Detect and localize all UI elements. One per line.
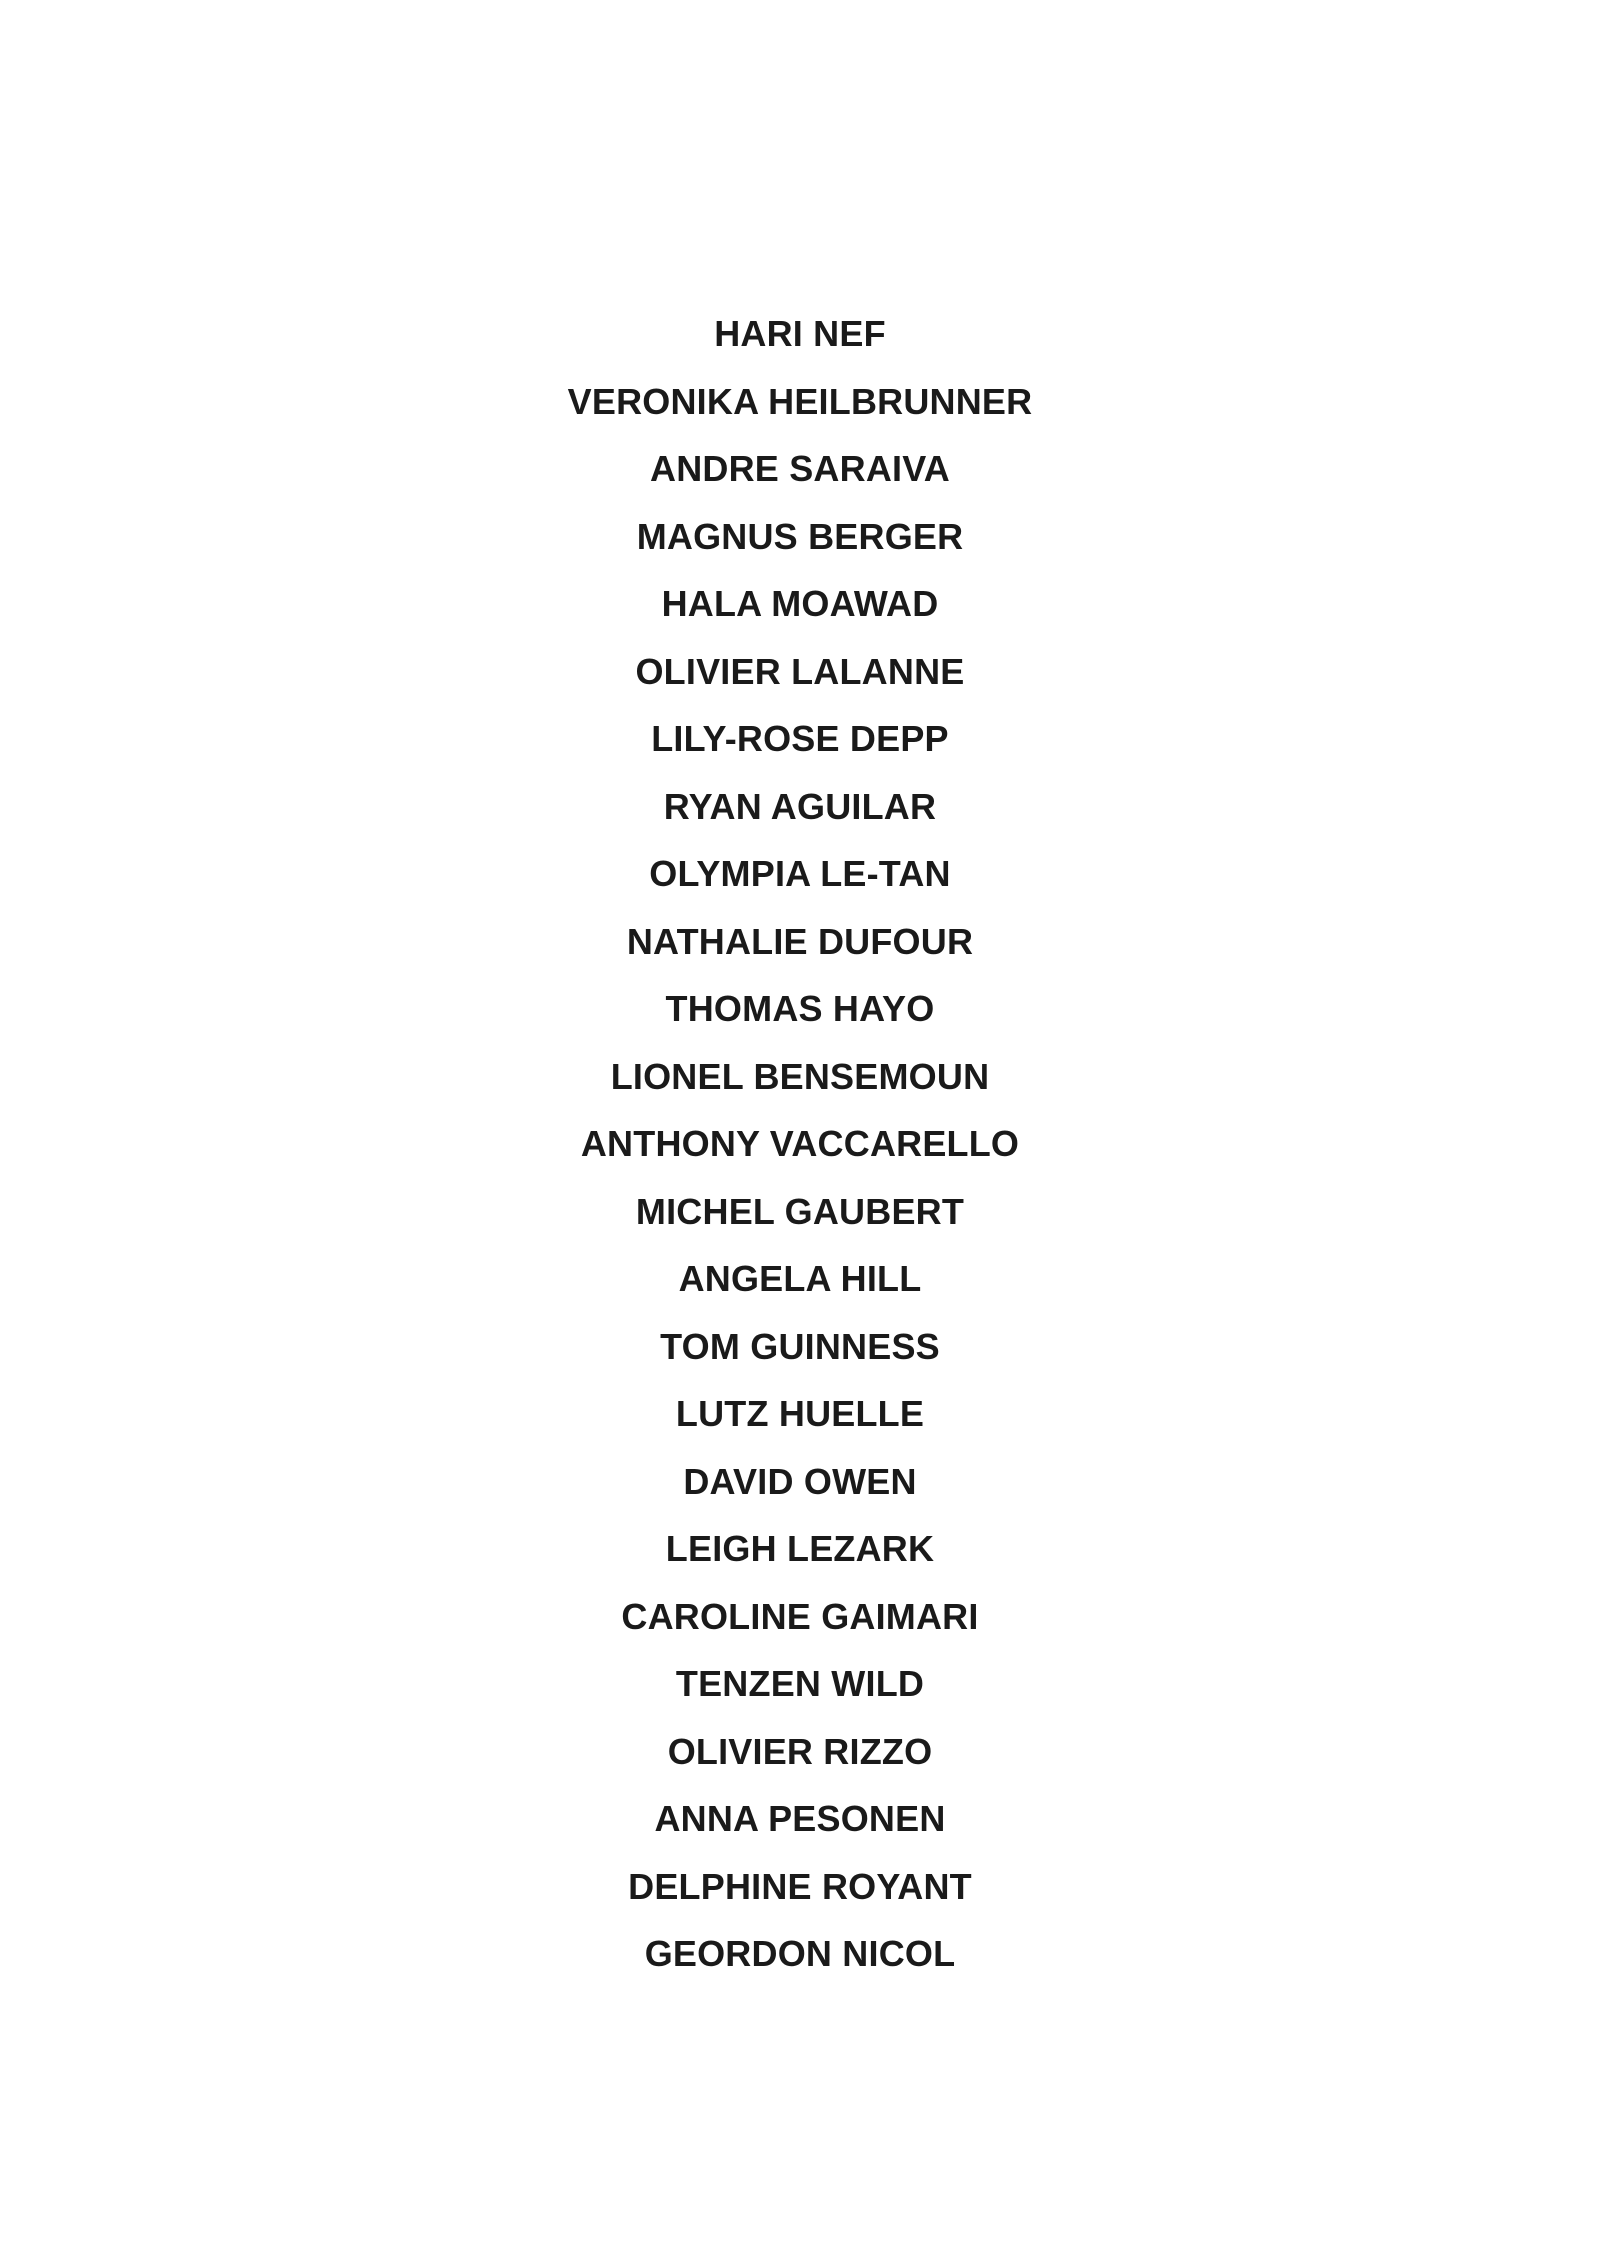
- name-item: LEIGH LEZARK: [665, 1528, 935, 1569]
- name-item: ANDRE SARAIVA: [650, 448, 950, 489]
- name-item: CAROLINE GAIMARI: [621, 1595, 979, 1637]
- name-item: OLYMPIA LE-TAN: [649, 853, 951, 894]
- name-item: DELPHINE ROYANT: [628, 1865, 972, 1907]
- name-item: LIONEL BENSEMOUN: [610, 1055, 990, 1097]
- name-item: TOM GUINNESS: [660, 1325, 940, 1367]
- name-item: RYAN AGUILAR: [663, 785, 937, 827]
- name-item: THOMAS HAYO: [665, 988, 935, 1029]
- name-item: ANNA PESONEN: [654, 1798, 946, 1839]
- name-item: HARI NEF: [714, 313, 886, 354]
- names-list: [0, 300, 1600, 1988]
- name-item: VERONIKA HEILBRUNNER: [567, 380, 1033, 422]
- name-item: TENZEN WILD: [675, 1663, 925, 1704]
- name-item: LILY-ROSE DEPP: [651, 718, 949, 759]
- name-item: HALA MOAWAD: [661, 583, 939, 624]
- name-item: GEORDON NICOL: [644, 1933, 956, 1974]
- name-item: DAVID OWEN: [683, 1460, 917, 1502]
- name-item: MICHEL GAUBERT: [635, 1190, 965, 1232]
- name-item: NATHALIE DUFOUR: [626, 920, 974, 962]
- name-item: ANTHONY VACCARELLO: [580, 1123, 1020, 1164]
- name-item: ANGELA HILL: [678, 1258, 922, 1299]
- name-item: OLIVIER LALANNE: [635, 650, 965, 692]
- name-item: OLIVIER RIZZO: [667, 1730, 933, 1772]
- name-item: LUTZ HUELLE: [675, 1393, 925, 1434]
- name-item: MAGNUS BERGER: [636, 515, 964, 557]
